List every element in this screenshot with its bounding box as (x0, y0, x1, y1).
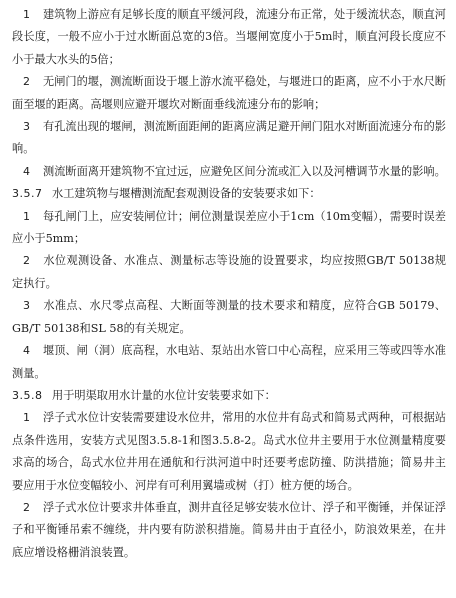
paragraph-item (12, 206, 446, 251)
item-text: 每孔闸门上，应安装闸位计；闸位测量误差应小于1cm（10m变幅），需要时误差应小于5mm； (12, 209, 446, 246)
paragraph-item (12, 116, 446, 161)
paragraph-item (12, 71, 446, 116)
section-heading (12, 385, 446, 407)
item-text: 水准点、水尺零点高程、大断面等测量的技术要求和精度，应符合GB 50179、GB/T 50138和SL 58的有关规定。 (12, 299, 446, 335)
item-text: 测流断面离开建筑物不宜过远，应避免区间分流或汇入以及河槽调节水量的影响。 (43, 164, 446, 178)
paragraph-item (12, 4, 446, 71)
paragraph-item (12, 250, 446, 295)
item-number: 2 (23, 254, 30, 268)
item-number: 4 (23, 344, 30, 358)
section-text: 用于明渠取用水计量的水位计安装要求如下： (52, 388, 276, 402)
item-text: 建筑物上游应有足够长度的顺直平缓河段，流速分布正常，处于缓流状态，顺直河段长度，一般不应小于过水断面总宽的3倍。当堰闸宽度小于5m时，顺直河段长度应不小于最大水头的5倍； (12, 8, 446, 66)
section-number: 3.5.8 (12, 388, 43, 402)
item-number: 2 (23, 75, 30, 89)
item-text: 浮子式水位计安装需要建设水位井，常用的水位井有岛式和简易式两种，可根据站点条件选用，安装方式见图3.5.8-1和图3.5.8-2。岛式水位井主要用于水位测量精度要求高的场合，岛式水位井用在通航和行洪河道中时还要考虑防撞、防洪措施；简易井主要应用于水位变幅较小、河岸有可利用翼墙或树（打）桩方便的场合。 (12, 411, 446, 492)
item-number: 3 (23, 299, 30, 313)
item-text: 浮子式水位计要求井体垂直，测井直径足够安装水位计、浮子和平衡锤，并保证浮子和平衡锤吊索不缠绕，井内要有防淤积措施。简易井由于直径小，防浪效果差，在井底应增设格栅消浪装置。 (12, 500, 446, 559)
item-number: 1 (23, 8, 30, 21)
item-number: 2 (23, 500, 30, 514)
paragraph-item (12, 340, 446, 385)
section-heading (12, 183, 446, 205)
item-text: 水位观测设备、水准点、测量标志等设施的设置要求，均应按照GB/T 50138规定执行。 (12, 254, 446, 290)
item-text: 无闸门的堰，测流断面设于堰上游水流平稳处，与堰进口的距离，应不小于水尺断面至堰的距离。高堰则应避开堰坎对断面垂线流速分布的影响； (12, 75, 446, 111)
section-text: 水工建筑物与堰槽测流配套观测设备的安装要求如下： (52, 187, 321, 201)
item-text: 堰顶、闸（洞）底高程，水电站、泵站出水管口中心高程，应采用三等或四等水准测量。 (12, 344, 446, 380)
paragraph-item (12, 407, 446, 497)
paragraph-item (12, 497, 446, 564)
item-number: 1 (23, 411, 30, 425)
item-number: 1 (23, 209, 30, 223)
section-number: 3.5.7 (12, 187, 43, 201)
item-text: 有孔流出现的堰闸，测流断面距闸的距离应满足避开闸门阻水对断面流速分布的影响。 (12, 120, 446, 156)
paragraph-item (12, 295, 446, 340)
item-number: 4 (23, 164, 30, 178)
paragraph-item (12, 161, 446, 183)
item-number: 3 (23, 120, 30, 134)
